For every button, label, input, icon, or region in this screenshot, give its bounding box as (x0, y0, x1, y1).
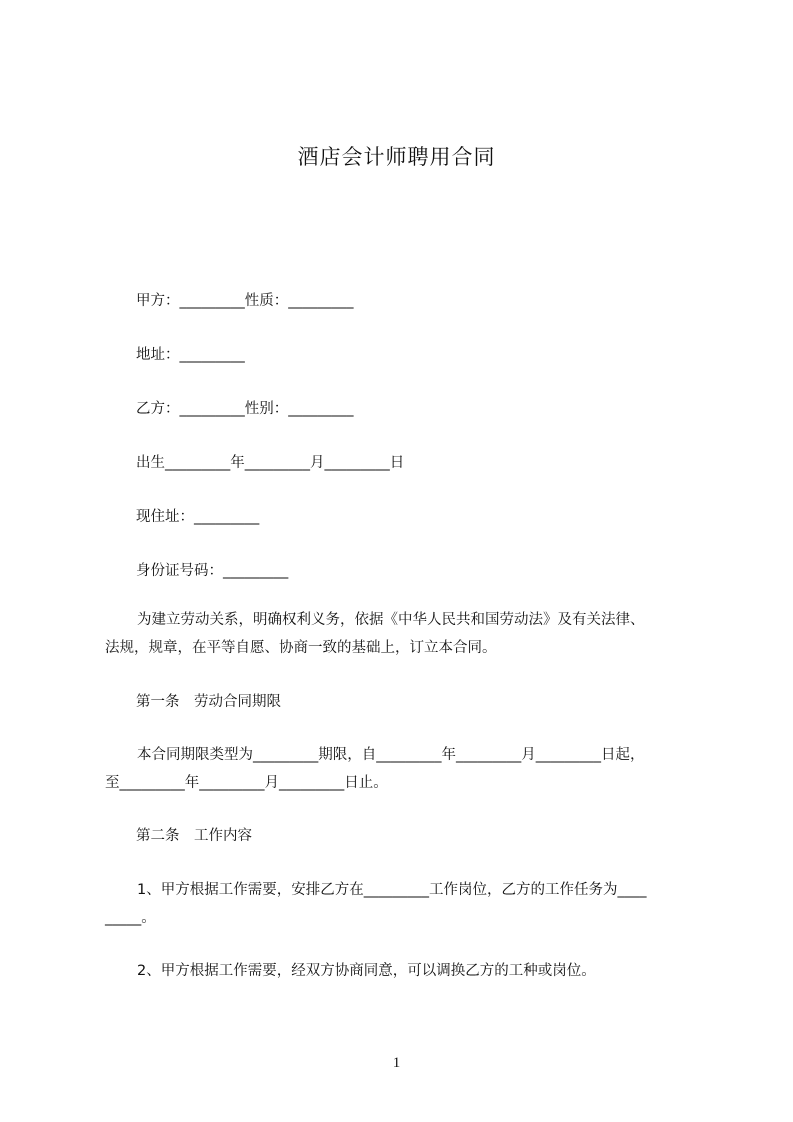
preamble-line-2: 法规，规章，在平等自愿、协商一致的基础上，订立本合同。 (105, 640, 497, 656)
preamble-line-1: 为建立劳动关系，明确权利义务，依据《中华人民共和国劳动法》及有关法律、 (137, 612, 645, 628)
address-line: 地址：_________ (136, 347, 245, 363)
article-2-item-2: 2、甲方根据工作需要，经双方协商同意，可以调换乙方的工种或岗位。 (137, 963, 596, 979)
article-1-line-1: 本合同期限类型为_________期限，自_________年_________月_________日起， (137, 747, 645, 763)
article-2-heading: 第二条 工作内容 (136, 828, 252, 844)
birth-line: 出生_________年_________月_________日 (136, 455, 405, 471)
page-number: 1 (392, 1055, 401, 1071)
party-b-line: 乙方：_________性别：_________ (136, 401, 354, 417)
current-address-line: 现住址：_________ (136, 509, 260, 525)
id-number-line: 身份证号码：_________ (136, 563, 289, 579)
article-1-heading: 第一条 劳动合同期限 (136, 694, 281, 710)
page-title: 酒店会计师聘用合同 (297, 145, 496, 169)
article-2-item-1-line-1: 1、甲方根据工作需要，安排乙方在_________工作岗位，乙方的工作任务为____ (137, 882, 647, 898)
article-1-line-2: 至_________年_________月_________日止。 (105, 775, 388, 791)
article-2-item-1-line-2: _____。 (105, 910, 156, 926)
party-a-line: 甲方：_________性质：_________ (136, 293, 354, 309)
